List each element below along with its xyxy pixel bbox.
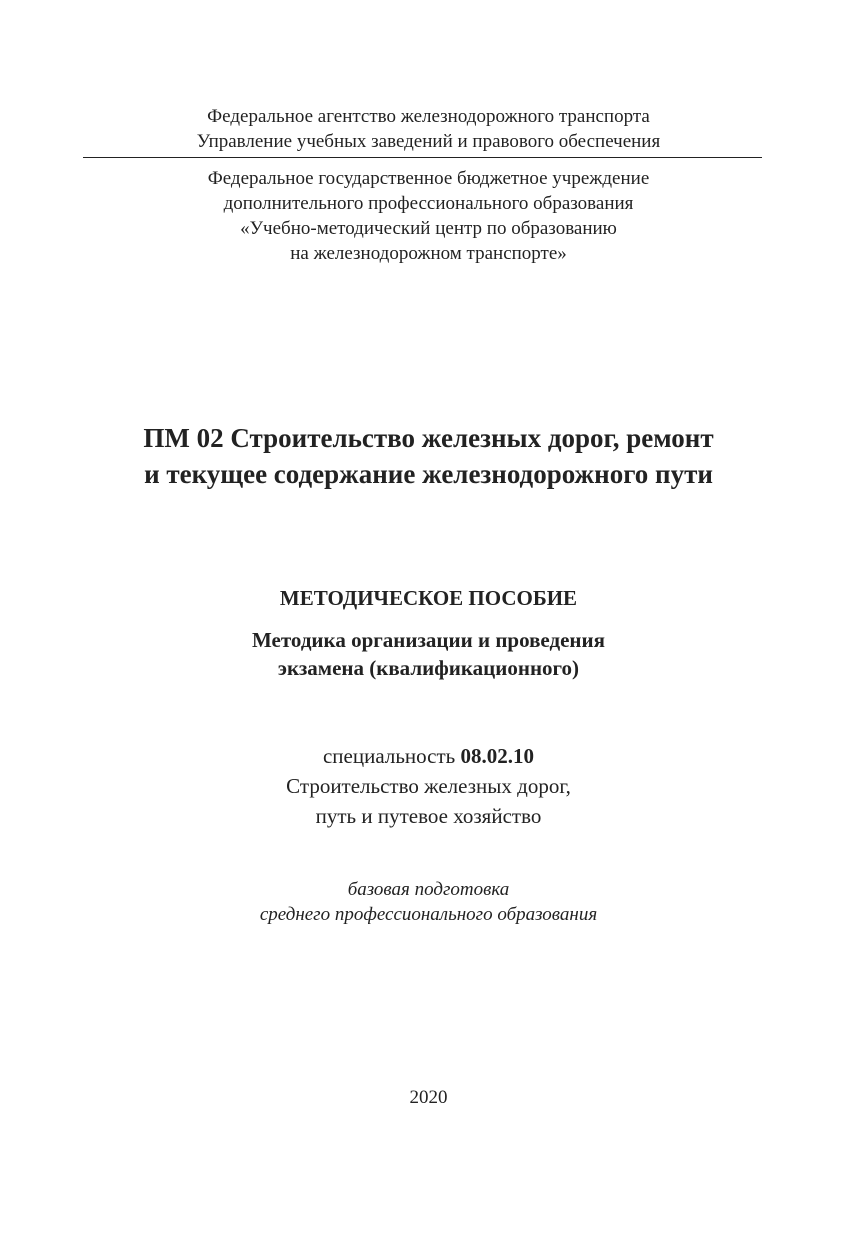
header-divider <box>83 157 762 158</box>
document-title <box>0 420 857 492</box>
institution-line-4: на железнодорожном транспорте» <box>290 243 567 264</box>
institution-block <box>0 166 857 266</box>
agency-name: Федеральное агентство железнодорожного транспорта <box>207 106 650 127</box>
specialty-name-line-2: путь и путевое хозяйство <box>315 804 542 828</box>
agency-department: Управление учебных заведений и правового обеспечения <box>196 131 661 152</box>
specialty-name-line-1: Строительство железных дорог, <box>286 774 571 798</box>
subtitle-line-2: экзамена (квалификационного) <box>277 656 580 680</box>
document-type-label: МЕТОДИЧЕСКОЕ ПОСОБИЕ <box>279 586 578 610</box>
year-label: 2020 <box>409 1087 448 1108</box>
agency-header <box>0 104 857 154</box>
institution-line-2: дополнительного профессионального образования <box>223 193 634 214</box>
education-level <box>0 877 857 927</box>
specialty-code: 08.02.10 <box>460 744 534 768</box>
institution-line-3: «Учебно-методический центр по образованию <box>240 218 617 239</box>
level-line-2: среднего профессионального образования <box>259 904 598 925</box>
specialty-code-line <box>0 741 857 771</box>
specialty-block <box>0 741 857 831</box>
document-subtitle <box>0 626 857 682</box>
publication-year <box>0 1085 857 1110</box>
institution-line-1: Федеральное государственное бюджетное учреждение <box>207 168 650 189</box>
specialty-prefix: специальность <box>322 744 461 768</box>
title-line-1: ПМ 02 Строительство железных дорог, ремонт <box>143 423 714 453</box>
subtitle-line-1: Методика организации и проведения <box>252 628 605 652</box>
title-line-2: и текущее содержание железнодорожного пути <box>144 459 713 489</box>
level-line-1: базовая подготовка <box>347 879 510 900</box>
document-type <box>0 584 857 612</box>
